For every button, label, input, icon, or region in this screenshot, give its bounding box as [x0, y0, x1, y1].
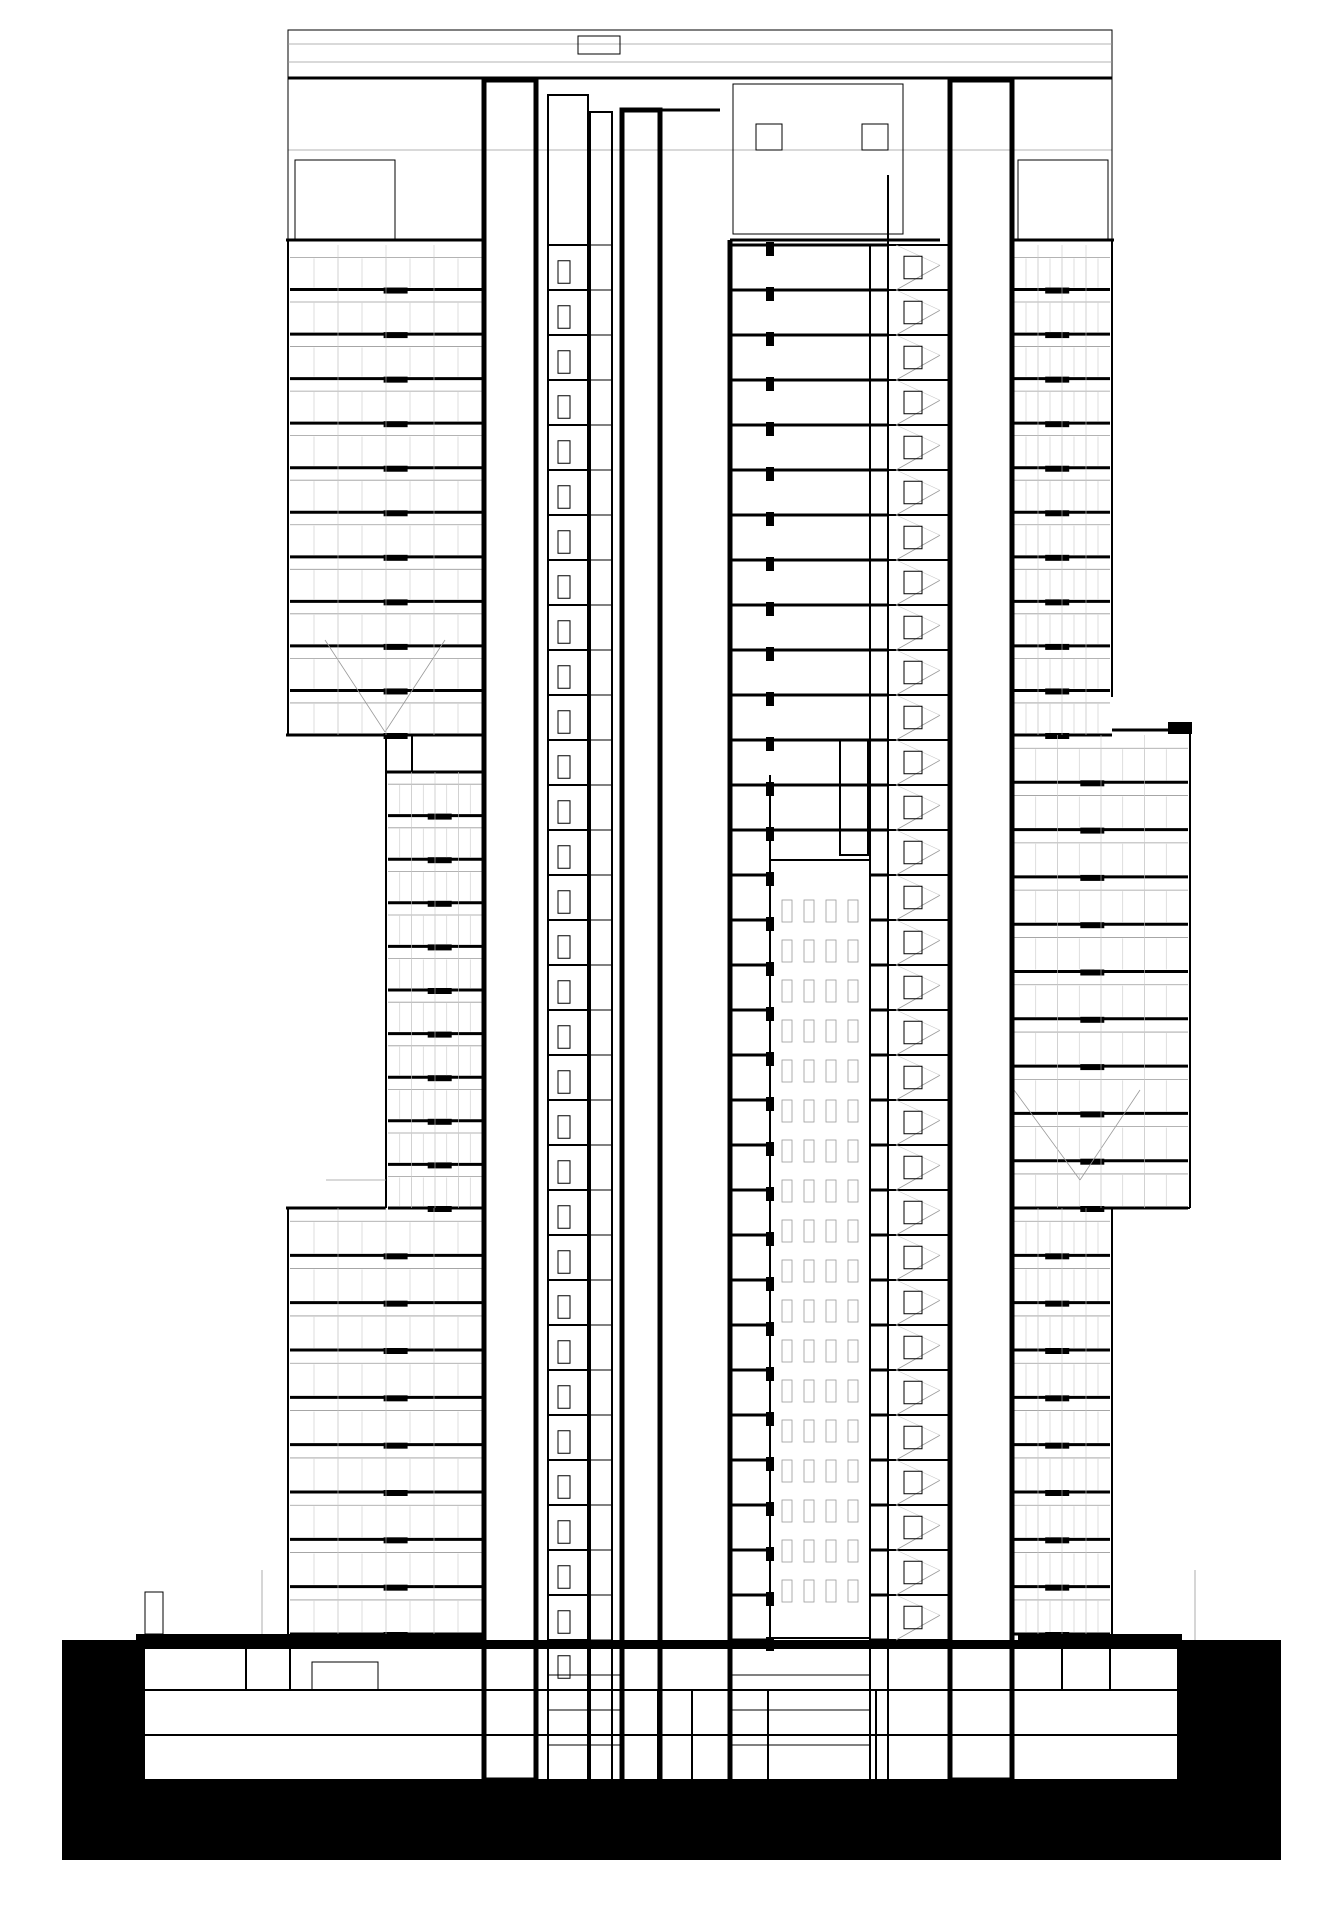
slab-beam [1045, 1443, 1069, 1449]
lift-door [558, 936, 570, 959]
atrium-window [804, 900, 814, 922]
atrium-window [782, 1060, 792, 1082]
atrium-window [826, 1260, 836, 1282]
atrium-window [782, 1420, 792, 1442]
lift-door [558, 486, 570, 509]
column-head [766, 1502, 774, 1516]
atrium-window [804, 1300, 814, 1322]
atrium-window [804, 1380, 814, 1402]
tower-outline [286, 30, 1114, 240]
stair-flight [896, 625, 940, 650]
atrium-window [826, 1420, 836, 1442]
stair-door [904, 931, 922, 954]
stair-flight [896, 1415, 940, 1435]
right-office-stack-upper [1014, 240, 1112, 739]
stair-flight [896, 515, 940, 535]
stair-door [904, 1291, 922, 1314]
stair-door [904, 1426, 922, 1449]
lift-door [558, 306, 570, 329]
stair-flight [896, 1570, 940, 1595]
column-head [766, 1592, 774, 1606]
stair-flight [896, 1055, 940, 1075]
stair-flight [896, 535, 940, 560]
atrium-window [848, 1220, 858, 1242]
atrium-window [848, 1060, 858, 1082]
atrium-window [848, 1380, 858, 1402]
stair-flight [896, 1165, 940, 1190]
stair-door [904, 1021, 922, 1044]
stair-flight [896, 920, 940, 940]
slab-beam [384, 1253, 408, 1259]
atrium-window [782, 1540, 792, 1562]
slab-beam [1045, 1348, 1069, 1354]
slab-beam [384, 288, 408, 294]
atrium-window [804, 1420, 814, 1442]
column-head [766, 1412, 774, 1426]
stair-door [904, 751, 922, 774]
lift-door [558, 576, 570, 599]
atrium-window [782, 940, 792, 962]
atrium-window [782, 1100, 792, 1122]
atrium-window [804, 1260, 814, 1282]
slab-beam [1045, 1301, 1069, 1307]
atrium-window [848, 1340, 858, 1362]
slab-beam [1045, 510, 1069, 516]
stair-flight [896, 985, 940, 1010]
column-head [766, 917, 774, 931]
stair-door [904, 976, 922, 999]
atrium-window [826, 1220, 836, 1242]
atrium-window [826, 1580, 836, 1602]
stair-flight [896, 400, 940, 425]
stair-flight [896, 895, 940, 920]
stair-flight [896, 1390, 940, 1415]
column-head [766, 1052, 774, 1066]
column-head [766, 332, 774, 346]
slab-beam [384, 644, 408, 650]
lift-door [558, 1251, 570, 1274]
atrium-window [848, 1180, 858, 1202]
atrium-window [826, 1380, 836, 1402]
podium-roof [136, 1570, 1195, 1642]
atrium-window [782, 1180, 792, 1202]
stair-door [904, 301, 922, 324]
atrium-window [782, 1380, 792, 1402]
slab-beam [428, 1075, 452, 1081]
stair-flight [896, 715, 940, 740]
atrium-window [826, 900, 836, 922]
stair-door [904, 1201, 922, 1224]
stair-door [904, 1471, 922, 1494]
stair-flight [896, 785, 940, 805]
slab-beam [1045, 1490, 1069, 1496]
stair-flight [896, 425, 940, 445]
lift-door [558, 801, 570, 824]
slab-beam [428, 901, 452, 907]
slab-beam [384, 421, 408, 427]
column-head [766, 737, 774, 751]
slab-beam [1045, 1253, 1069, 1259]
stair-door [904, 661, 922, 684]
stair-flight [896, 445, 940, 470]
column-head [766, 1277, 774, 1291]
slab-beam [428, 1119, 452, 1125]
stair-flight [896, 380, 940, 400]
lift-door [558, 1296, 570, 1319]
stair-door [904, 796, 922, 819]
column-head [766, 242, 774, 256]
facade-mullions [338, 245, 1145, 1634]
stair-flight [896, 875, 940, 895]
column-head [766, 962, 774, 976]
stair-door [904, 436, 922, 459]
atrium-window [848, 940, 858, 962]
atrium-window [804, 1140, 814, 1162]
lift-door [558, 1476, 570, 1499]
atrium-window [848, 1100, 858, 1122]
atrium-window [804, 1580, 814, 1602]
slab-beam [428, 857, 452, 863]
column-head [766, 512, 774, 526]
stair-door [904, 346, 922, 369]
lift-door [558, 396, 570, 419]
slab-beam [1045, 421, 1069, 427]
column-head [766, 377, 774, 391]
slab-beam [384, 733, 408, 739]
stair-flight [896, 245, 940, 265]
stair-flight [896, 470, 940, 490]
slab-beam [384, 1395, 408, 1401]
slab-beam [1045, 644, 1069, 650]
slab-beam [1045, 688, 1069, 694]
slab-beam [384, 332, 408, 338]
column-head [766, 1367, 774, 1381]
stair-flight [896, 740, 940, 760]
stair-flight [896, 1010, 940, 1030]
lift-door [558, 1071, 570, 1094]
stair-door [904, 526, 922, 549]
stair-flight [896, 1435, 940, 1460]
atrium-window [804, 1060, 814, 1082]
slab-beam [384, 555, 408, 561]
slab-beam [1045, 1585, 1069, 1591]
lift-door [558, 1611, 570, 1634]
atrium-window [826, 1140, 836, 1162]
column-head [766, 422, 774, 436]
central-core [484, 80, 1012, 1835]
slab-beam [1045, 1632, 1069, 1638]
slab-beam [384, 1301, 408, 1307]
column-head [766, 1187, 774, 1201]
stair-door [904, 256, 922, 279]
atrium-window [826, 1500, 836, 1522]
atrium-window [804, 1540, 814, 1562]
stair-flight [896, 1550, 940, 1570]
lift-door [558, 1341, 570, 1364]
slab-beam [384, 599, 408, 605]
slab-beam [384, 688, 408, 694]
lift-door [558, 441, 570, 464]
column-head [766, 1007, 774, 1021]
lift-door [558, 1566, 570, 1589]
slab-beam [1045, 288, 1069, 294]
atrium-window [848, 1260, 858, 1282]
atrium-window [804, 1460, 814, 1482]
atrium-window [848, 1540, 858, 1562]
atrium-window [782, 1580, 792, 1602]
stair-door [904, 886, 922, 909]
stair-flight [896, 265, 940, 290]
stair-door [904, 841, 922, 864]
stair-flight [896, 1280, 940, 1300]
stair-flight [896, 1300, 940, 1325]
column-head [766, 1457, 774, 1471]
stair-flight [896, 1505, 940, 1525]
atrium-window [848, 1420, 858, 1442]
atrium-window [826, 1020, 836, 1042]
slab-beam [1045, 1395, 1069, 1401]
stair-flight [896, 1325, 940, 1345]
slab-beam [384, 1632, 408, 1638]
stair-door [904, 706, 922, 729]
right-office-stack-middle [1014, 722, 1192, 1212]
column-head [766, 1232, 774, 1246]
stair-flight [896, 355, 940, 380]
atrium-window [826, 1300, 836, 1322]
slab-beam [384, 1585, 408, 1591]
atrium-window [804, 1180, 814, 1202]
stair-door [904, 1561, 922, 1584]
stair-door [904, 1381, 922, 1404]
stair-flight [896, 695, 940, 715]
lift-door [558, 261, 570, 284]
lift-door [558, 846, 570, 869]
atrium-window [804, 980, 814, 1002]
stair-flight [896, 1525, 940, 1550]
atrium-window [848, 1020, 858, 1042]
stair-flight [896, 760, 940, 785]
lift-door [558, 756, 570, 779]
column-head [766, 692, 774, 706]
atrium-window [848, 1140, 858, 1162]
lift-door [558, 1521, 570, 1544]
slab-beam [384, 466, 408, 472]
slab-beam [384, 510, 408, 516]
atrium-window [782, 900, 792, 922]
stair-flight [896, 670, 940, 695]
column-head [766, 827, 774, 841]
slab-beam [428, 1206, 452, 1212]
atrium-window [848, 1500, 858, 1522]
slab-beam [428, 988, 452, 994]
lift-door [558, 1026, 570, 1049]
stair-flight [896, 850, 940, 875]
atrium-window [782, 980, 792, 1002]
stair-door [904, 1336, 922, 1359]
stair-door [904, 1066, 922, 1089]
slab-beam [1045, 1537, 1069, 1543]
atrium-window [826, 940, 836, 962]
stair-door [904, 571, 922, 594]
stair-flight [896, 830, 940, 850]
slab-beam [1045, 466, 1069, 472]
atrium-window [804, 1100, 814, 1122]
stair-door [904, 481, 922, 504]
lift-door [558, 1161, 570, 1184]
stair-door [904, 1111, 922, 1134]
slab-beam [428, 1162, 452, 1168]
atrium-window [848, 1300, 858, 1322]
stair-flight [896, 1595, 940, 1615]
atrium-window [804, 940, 814, 962]
stair-flight [896, 1370, 940, 1390]
column-head [766, 872, 774, 886]
lift-door [558, 531, 570, 554]
column-head [766, 647, 774, 661]
lift-door [558, 1116, 570, 1139]
stair-flight [896, 560, 940, 580]
stair-flight [896, 1235, 940, 1255]
column-head [766, 287, 774, 301]
stair-flight [896, 1100, 940, 1120]
atrium-window [782, 1300, 792, 1322]
ground-mass [62, 1640, 1281, 1860]
stair-door [904, 616, 922, 639]
slab-beam [384, 1537, 408, 1543]
atrium-window [826, 1180, 836, 1202]
atrium-window [782, 1020, 792, 1042]
slab-beam [1045, 555, 1069, 561]
column-head [766, 467, 774, 481]
atrium-window [804, 1340, 814, 1362]
lift-door [558, 1206, 570, 1229]
stair-flight [896, 580, 940, 605]
atrium-window [782, 1220, 792, 1242]
column-head [766, 1142, 774, 1156]
stair-flight [896, 805, 940, 830]
atrium-window [782, 1500, 792, 1522]
lift-door [558, 1386, 570, 1409]
stair-flight [896, 1075, 940, 1100]
atrium-window [804, 1220, 814, 1242]
lift-door [558, 891, 570, 914]
stair-flight [896, 965, 940, 985]
stair-flight [896, 650, 940, 670]
atrium-window [826, 1100, 836, 1122]
stair-flight [896, 1145, 940, 1165]
column-head [766, 1097, 774, 1111]
lift-door [558, 1431, 570, 1454]
stair-flight [896, 290, 940, 310]
slab-beam [1045, 377, 1069, 383]
slab-beam [428, 1032, 452, 1038]
stair-flight [896, 1460, 940, 1480]
slab-beam [384, 1490, 408, 1496]
stair-flight [896, 490, 940, 515]
stair-door [904, 1156, 922, 1179]
atrium-window [848, 900, 858, 922]
lift-door [558, 711, 570, 734]
atrium-window [782, 1340, 792, 1362]
lift-door [558, 666, 570, 689]
stair-door [904, 1606, 922, 1629]
stair-flight [896, 1210, 940, 1235]
stair-flight [896, 1030, 940, 1055]
left-office-stack-lower [288, 1208, 482, 1638]
right-office-stack-lower [1014, 1208, 1112, 1638]
column-head [766, 1637, 774, 1651]
stair-flight [896, 1120, 940, 1145]
stair-door [904, 1246, 922, 1269]
slab-beam [428, 944, 452, 950]
atrium-window [826, 1460, 836, 1482]
atrium-window [848, 980, 858, 1002]
stair-door [904, 1516, 922, 1539]
atrium-window [826, 1540, 836, 1562]
column-head [766, 1547, 774, 1561]
lift-door [558, 621, 570, 644]
atrium-window [826, 980, 836, 1002]
column-head [766, 557, 774, 571]
stair-flight [896, 1345, 940, 1370]
stair-flight [896, 1190, 940, 1210]
stair-flight [896, 605, 940, 625]
slab-beam [428, 814, 452, 820]
left-office-stack-upper [286, 240, 482, 772]
atrium-window [804, 1500, 814, 1522]
column-head [766, 1322, 774, 1336]
atrium-window [826, 1060, 836, 1082]
lift-door [558, 981, 570, 1004]
stair-flight [896, 940, 940, 965]
column-head [766, 602, 774, 616]
atrium-window [848, 1580, 858, 1602]
stair-flight [896, 335, 940, 355]
stair-flight [896, 1480, 940, 1505]
stair-flight [896, 310, 940, 335]
slab-beam [384, 1443, 408, 1449]
stair-flight [896, 1255, 940, 1280]
atrium-window [782, 1140, 792, 1162]
atrium-window [826, 1340, 836, 1362]
atrium-window [848, 1460, 858, 1482]
atrium-window [782, 1260, 792, 1282]
lift-door [558, 351, 570, 374]
atrium-window [782, 1460, 792, 1482]
stair-door [904, 391, 922, 414]
slab-beam [1045, 599, 1069, 605]
column-head [766, 782, 774, 796]
left-office-stack-middle [286, 735, 482, 1212]
slab-beam [384, 1348, 408, 1354]
atrium-window [804, 1020, 814, 1042]
stair-flight [896, 1615, 940, 1640]
slab-beam [384, 377, 408, 383]
slab-beam [1045, 332, 1069, 338]
